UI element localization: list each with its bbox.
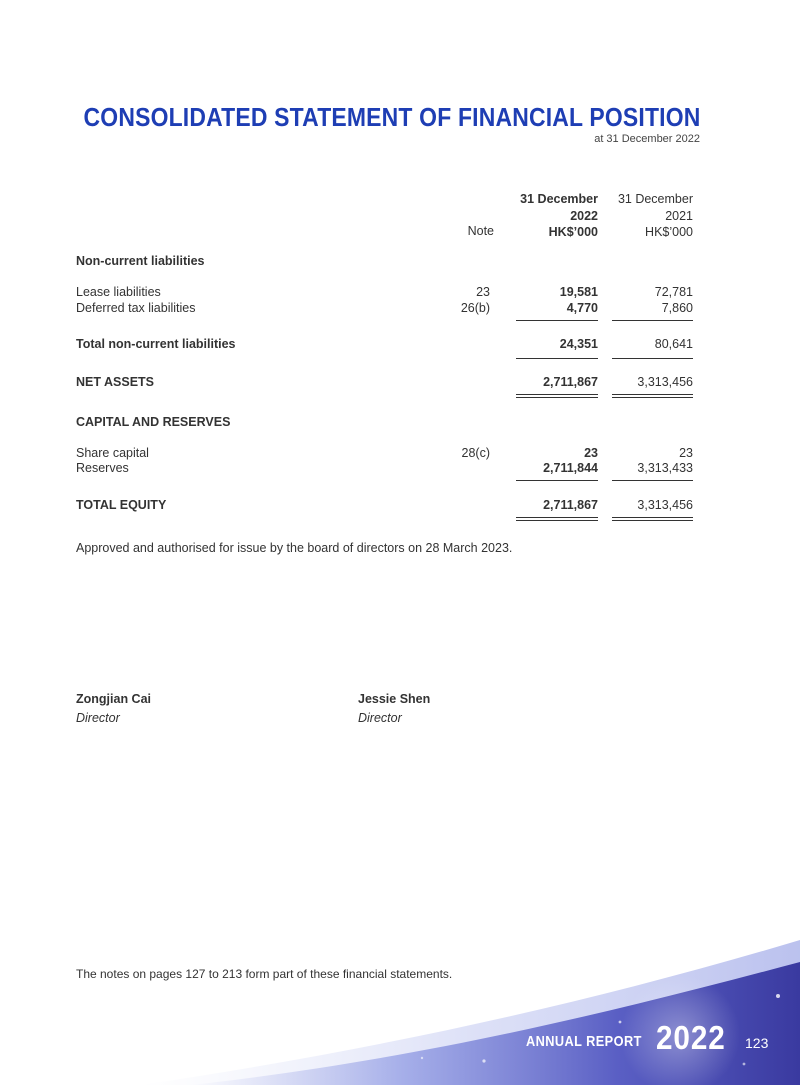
row-prior-value: 7,860 [661,301,693,315]
row-note: 23 [476,285,490,299]
row-prior-value: 72,781 [654,285,693,299]
approval-statement: Approved and authorised for issue by the board of directors on 28 March 2023. [76,541,513,555]
current-year-header-line2: 2022 [570,208,598,223]
page-title: CONSOLIDATED STATEMENT OF FINANCIAL POSITION [83,104,700,132]
signatory-name-2: Jessie Shen [358,692,431,706]
signatory-role-1: Director [76,711,120,725]
section-heading: Non-current liabilities [76,254,205,268]
row-prior-value: 3,313,456 [637,498,693,512]
page-subtitle: at 31 December 2022 [594,133,700,145]
row-current-value: 2,711,867 [543,498,598,512]
row-label: NET ASSETS [76,375,155,389]
annual-report-year: 2022 [656,1019,726,1056]
prior-year-header-line3: HK$’000 [645,225,693,239]
signatory-name-1: Zongjian Cai [76,692,151,706]
row-note: 28(c) [461,446,490,460]
sparkle-dot [743,1063,746,1066]
sparkle-dot [482,1059,485,1062]
row-current-value: 24,351 [559,337,598,351]
current-year-header-line1: 31 December [520,192,598,206]
sparkle-dot [776,994,780,998]
annual-report-label: ANNUAL REPORT [526,1033,642,1050]
section-heading: CAPITAL AND RESERVES [76,415,231,429]
row-prior-value: 23 [679,446,693,460]
row-label: TOTAL EQUITY [76,498,167,512]
prior-year-header-line2: 2021 [665,208,693,223]
sparkle-dot [619,1021,622,1024]
row-current-value: 4,770 [566,301,598,315]
row-prior-value: 3,313,433 [637,461,693,475]
row-current-value: 2,711,844 [543,461,598,475]
row-current-value: 19,581 [559,285,598,299]
row-prior-value: 80,641 [654,337,693,351]
page-number: 123 [745,1035,769,1051]
note-column-header: Note [467,224,494,238]
row-note: 26(b) [460,301,490,315]
row-label: Lease liabilities [76,285,161,299]
signatory-role-2: Director [358,711,402,725]
row-current-value: 2,711,867 [543,375,598,389]
row-prior-value: 3,313,456 [637,375,693,389]
row-label: Deferred tax liabilities [76,301,196,315]
row-label: Share capital [76,446,149,460]
row-label: Reserves [76,461,129,475]
row-current-value: 23 [584,446,598,460]
sparkle-dot [421,1057,423,1059]
current-year-header-line3: HK$’000 [548,225,598,239]
row-label: Total non-current liabilities [76,337,236,351]
notes-footnote: The notes on pages 127 to 213 form part of these financial statements. [76,967,453,981]
prior-year-header-line1: 31 December [617,192,693,206]
